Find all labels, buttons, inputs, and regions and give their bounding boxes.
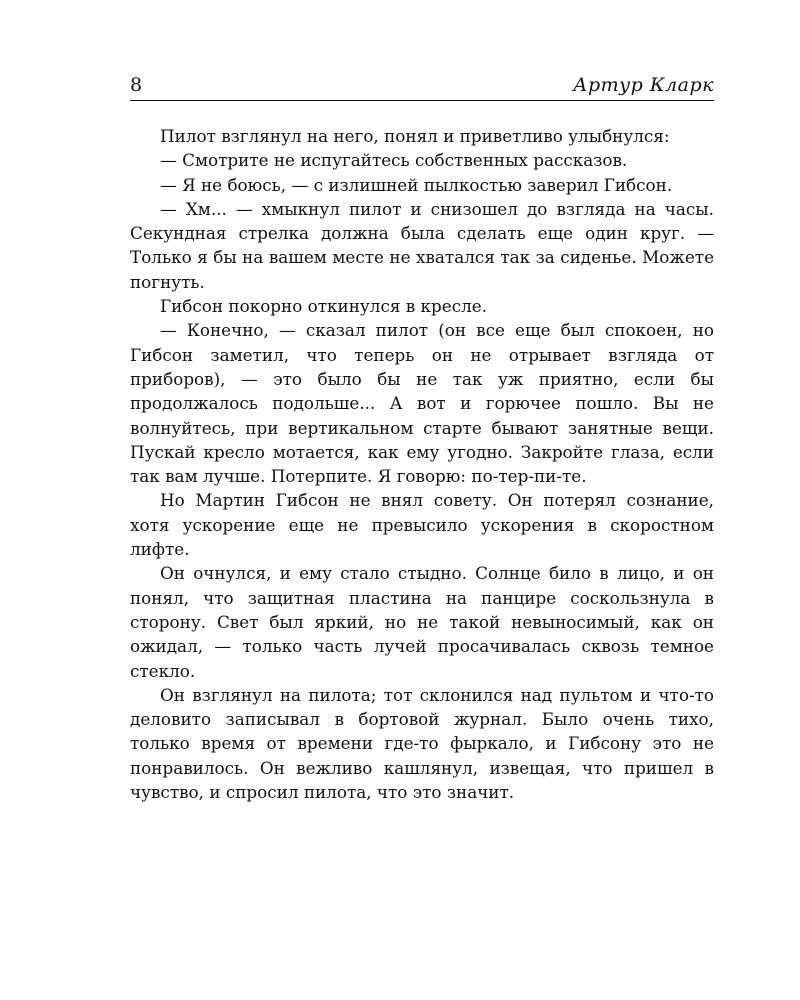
paragraph: Но Мартин Гибсон не внял совету. Он потерял сознание, хотя ускорение еще не превысило ускорения в скоростном лифте. — [130, 490, 714, 560]
paragraph: — Смотрите не испугайтесь собственных рассказов. — [160, 150, 628, 171]
page-header — [130, 72, 714, 101]
paragraph: Он взглянул на пилота; тот склонился над пультом и что-то деловито записывал в бортовой журнал. Было очень тихо, только время от времени где-то фыркало, и Гибсону это не понравилось. Он вежливо кашлянул, извещая, что пришел в чувство, и спросил пилота, что это значит. — [130, 684, 714, 803]
paragraph: — Я не боюсь, — с излишней пылкостью заверил Гибсон. — [160, 174, 673, 195]
paragraph: Он очнулся, и ему стало стыдно. Солнце било в лицо, и он понял, что защитная пластина на панцире соскользнула в сторону. Свет был яркий, но не такой невыносимый, как он ожидал, — только часть лучей просачивалась сквозь темное стекло. — [130, 563, 714, 681]
body-text — [130, 124, 714, 804]
paragraph: Гибсон покорно откинулся в кресле. — [160, 296, 488, 317]
paragraph: — Конечно, — сказал пилот (он все еще был спокоен, но Гибсон заметил, что теперь он не отрывает взгляда от приборов), — это было бы не так уж приятно, если бы продолжалось подольше... А вот и горючее пошло. Вы не волнуйтесь, при вертикальном старте бывают занятные вещи. Пускай кресло мотается, как ему угодно. Закройте глаза, если так вам лучше. Потерпите. Я говорю: по-тер-пи-те. — [130, 320, 714, 487]
paragraph: Пилот взглянул на него, понял и приветливо улыбнулся: — [160, 126, 670, 146]
page-number: 8 — [130, 74, 143, 96]
running-head-author: Артур Кларк — [573, 74, 714, 96]
paragraph: — Хм... — хмыкнул пилот и снизошел до взгляда на часы. Секундная стрелка должна была сделать еще один круг. — Только я бы на вашем месте не хватался так за сиденье. Можете погнуть. — [130, 198, 714, 292]
